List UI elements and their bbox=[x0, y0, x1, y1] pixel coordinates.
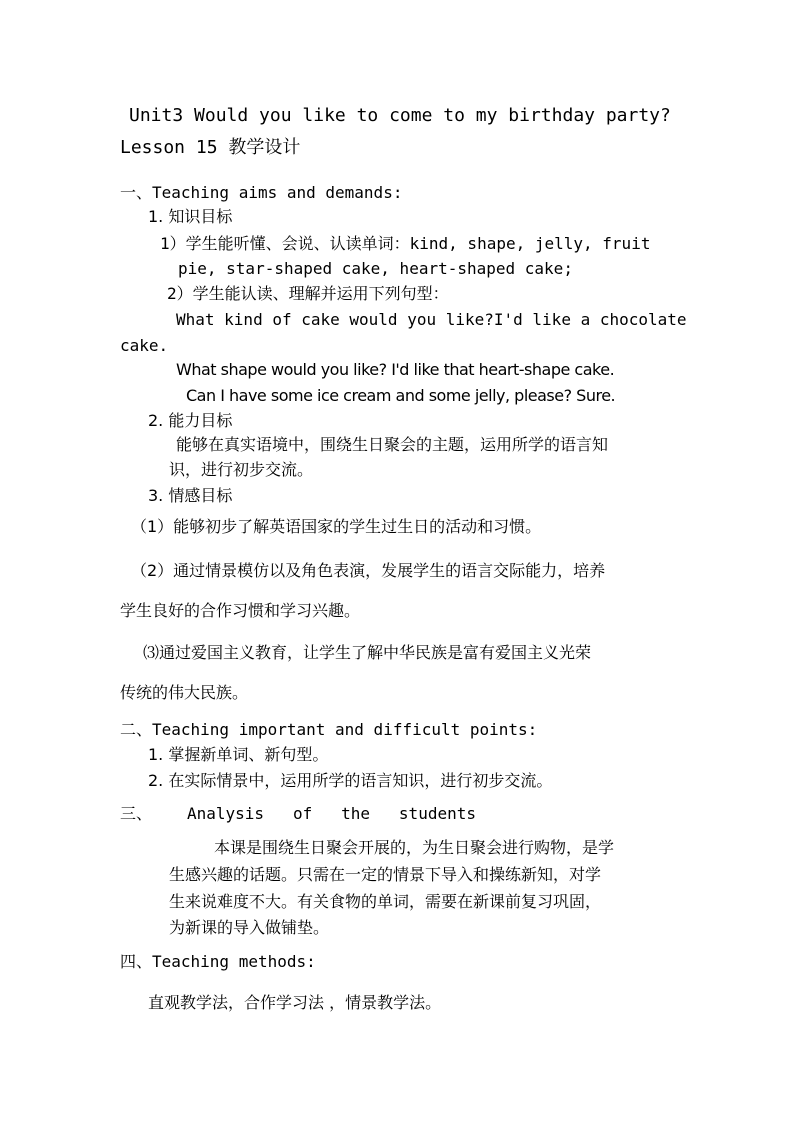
section-4-heading: 四、Teaching methods: bbox=[120, 952, 316, 971]
analysis-line-2: 生感兴趣的话题。只需在一定的情景下导入和操练新知，对学 bbox=[169, 865, 602, 884]
emotion-goal-3-line-2: 传统的伟大民族。 bbox=[120, 683, 249, 702]
sentence-2: What shape would you like? I'd like that heart-shape cake. bbox=[176, 360, 615, 379]
vocab-line-1: 1）学生能听懂、会说、认读单词：kind, shape, jelly, fruit bbox=[160, 234, 651, 253]
emotion-goal-2-line-2: 学生良好的合作习惯和学习兴趣。 bbox=[120, 601, 361, 620]
ability-goal-line-1: 能够在真实语境中，围绕生日聚会的主题，运用所学的语言知 bbox=[176, 435, 609, 454]
title-line-1: Unit3 Would you like to come to my birthday party? bbox=[129, 105, 671, 126]
ability-goal-line-2: 识，进行初步交流。 bbox=[169, 460, 314, 479]
section-1-heading: 一、Teaching aims and demands: bbox=[120, 183, 403, 202]
section-3-heading: Analysis of the students bbox=[187, 804, 476, 823]
sentence-pattern-title: 2）学生能认读、理解并运用下列句型： bbox=[167, 284, 449, 303]
emotion-goal-1: （1）能够初步了解英语国家的学生过生日的活动和习惯。 bbox=[131, 517, 542, 536]
emotion-goal-2-line-1: （2）通过情景模仿以及角色表演，发展学生的语言交际能力，培养 bbox=[131, 561, 606, 580]
emotion-goal-title: 3. 情感目标 bbox=[148, 486, 233, 505]
analysis-line-1: 本课是围绕生日聚会开展的，为生日聚会进行购物，是学 bbox=[214, 838, 615, 857]
key-point-1: 1. 掌握新单词、新句型。 bbox=[148, 745, 329, 764]
analysis-line-4: 为新课的导入做铺垫。 bbox=[169, 918, 330, 937]
teaching-methods: 直观教学法，合作学习法 ，情景教学法。 bbox=[148, 993, 442, 1012]
analysis-line-3: 生来说难度不大。有关食物的单词，需要在新课前复习巩固， bbox=[169, 892, 602, 911]
ability-goal-title: 2. 能力目标 bbox=[148, 411, 233, 430]
sentence-3: Can I have some ice cream and some jelly, please? Sure. bbox=[186, 386, 616, 405]
key-point-2: 2. 在实际情景中，运用所学的语言知识，进行初步交流。 bbox=[148, 771, 553, 790]
title-line-2: Lesson 15 教学设计 bbox=[120, 137, 301, 158]
knowledge-goal-title: 1. 知识目标 bbox=[148, 207, 233, 226]
section-2-heading: 二、Teaching important and difficult points: bbox=[120, 720, 538, 739]
emotion-goal-3-line-1: ⑶通过爱国主义教育，让学生了解中华民族是富有爱国主义光荣 bbox=[143, 643, 592, 662]
section-3-prefix: 三、 bbox=[120, 804, 153, 823]
vocab-line-2: pie, star-shaped cake, heart-shaped cake; bbox=[178, 259, 573, 278]
sentence-1-line-1: What kind of cake would you like?I'd like a chocolate bbox=[176, 310, 687, 329]
sentence-1-line-2: cake. bbox=[120, 336, 169, 355]
